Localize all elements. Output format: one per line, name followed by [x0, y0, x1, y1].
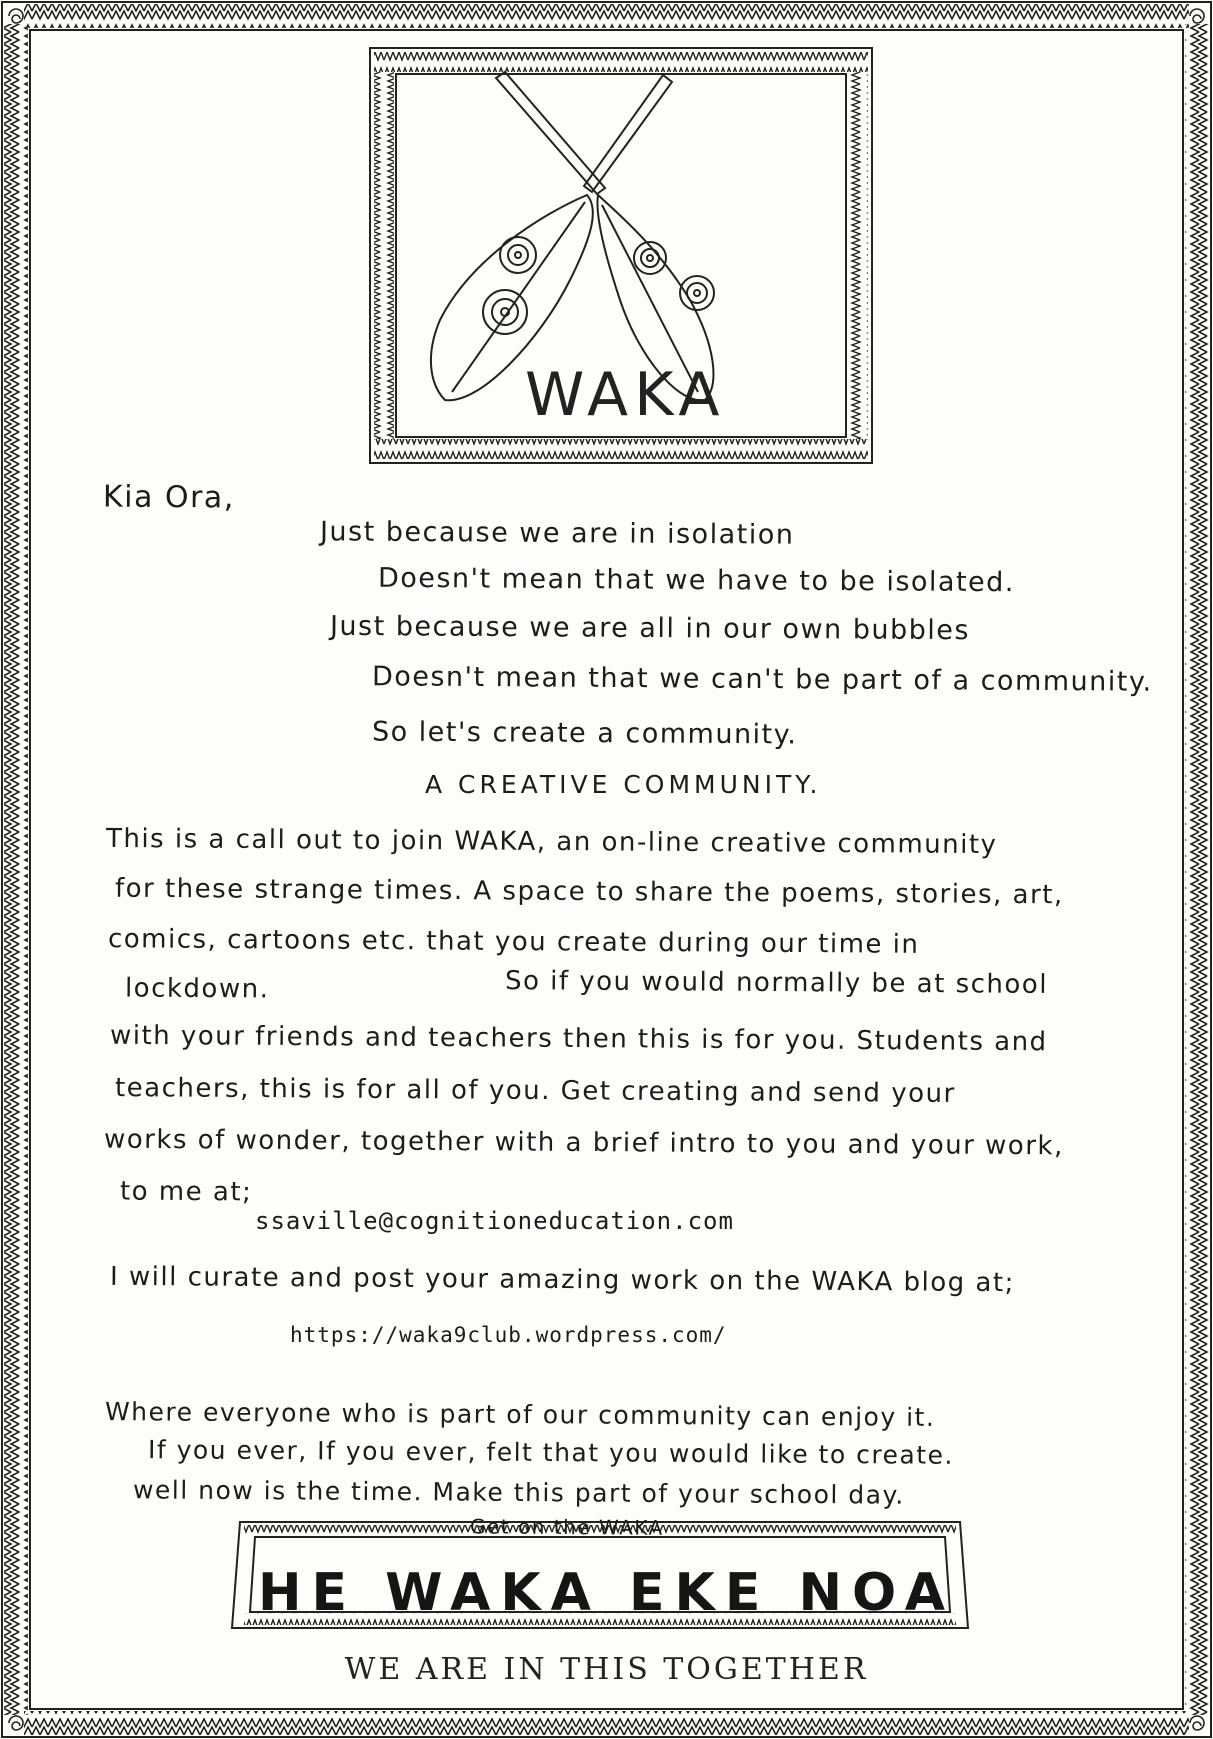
body-line: teachers, this is for all of you. Get creating and send your — [114, 1073, 956, 1109]
body-line: for these strange times. A space to share the poems, stories, art, — [114, 873, 1064, 911]
contact-email[interactable]: ssaville@cognitioneducation.com — [255, 1207, 734, 1235]
greeting: Kia Ora, — [102, 479, 235, 516]
tagline: WE ARE IN THIS TOGETHER — [344, 1652, 869, 1687]
poem-line: A CREATIVE COMMUNITY. — [425, 770, 822, 799]
banner-motto: HE WAKA EKE NOA — [257, 1563, 956, 1623]
body-line: So if you would normally be at school — [504, 966, 1049, 1000]
poem-line: Doesn't mean that we have to be isolated. — [377, 562, 1016, 599]
blog-url[interactable]: https://waka9club.wordpress.com/ — [290, 1323, 727, 1347]
closing-line: Where everyone who is part of our community can enjoy it. — [104, 1397, 936, 1432]
poem-line: So let's create a community. — [371, 716, 798, 751]
poem-line: Doesn't mean that we can't be part of a community. — [371, 661, 1153, 698]
closing-line: well now is the time. Make this part of your school day. — [132, 1475, 905, 1510]
poem-line: Just because we are in isolation — [319, 516, 795, 551]
closing-line: Get on the WAKA — [469, 1514, 664, 1540]
body-line: to me at; — [119, 1176, 253, 1208]
closing-line: If you ever, If you ever, felt that you would like to create. — [147, 1435, 955, 1470]
corner-spiral-icons — [9, 9, 1204, 1730]
logo-title: WAKA — [525, 360, 726, 430]
body-line: lockdown. — [124, 973, 270, 1005]
crossed-paddles-icon — [431, 72, 714, 400]
body-line: This is a call out to join WAKA, an on-line creative community — [105, 823, 998, 861]
body-line: with your friends and teachers then this is for you. Students and — [109, 1020, 1048, 1058]
body-line: comics, cartoons etc. that you create during our time in — [107, 924, 920, 960]
curate-line: I will curate and post your amazing work on the WAKA blog at; — [109, 1261, 1015, 1299]
body-line: works of wonder, together with a brief intro to you and your work, — [103, 1124, 1064, 1162]
poem-line: Just because we are all in our own bubbles — [329, 610, 971, 647]
